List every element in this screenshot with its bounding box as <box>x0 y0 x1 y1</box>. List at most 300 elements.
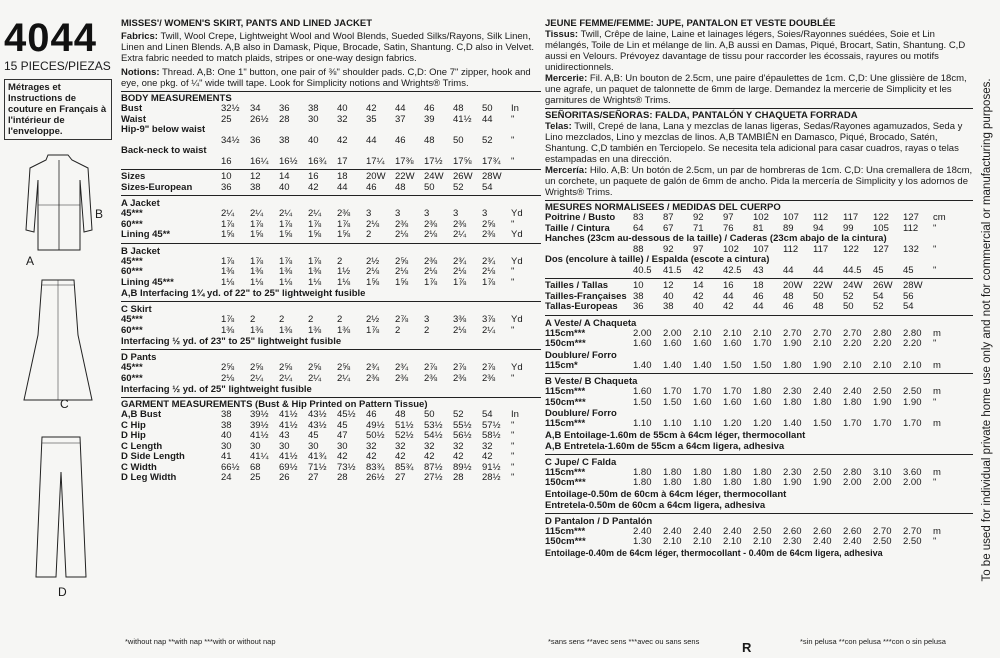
data-table <box>121 172 525 193</box>
unit-cell: " <box>511 266 515 277</box>
table-cell: 40 <box>308 134 319 146</box>
table-cell: 2.10 <box>693 327 712 339</box>
row-label: 60*** <box>121 324 143 336</box>
table-cell: 2⅜ <box>482 372 496 384</box>
table-cell: 1⅞ <box>221 314 235 325</box>
table-cell: 3 <box>482 208 488 219</box>
table-cell: 30 <box>221 440 232 452</box>
table-cell: 22W <box>395 171 415 182</box>
view-label-a: A <box>26 254 35 268</box>
row-label: Sizes-European <box>121 181 193 193</box>
table-cell: 17¼ <box>366 155 385 167</box>
table-cell: 1⅜ <box>337 324 351 336</box>
table-cell: 3.10 <box>873 466 892 478</box>
row-label: Tallas-Europeas <box>545 301 618 312</box>
row-label: Poitrine / Busto <box>545 212 616 223</box>
table-cell: 46 <box>366 181 377 193</box>
table-row <box>121 452 525 463</box>
table-row <box>121 125 525 136</box>
table-cell: 2.50 <box>903 536 922 547</box>
table-cell: 1.20 <box>723 418 742 429</box>
table-cell: 2.50 <box>873 536 892 547</box>
garment-measurements-table <box>121 410 541 484</box>
unit-cell: " <box>511 113 515 125</box>
table-cell: 2¼ <box>279 208 293 219</box>
table-cell: 48 <box>395 409 406 420</box>
unit-cell: m <box>933 418 941 429</box>
table-cell: 71 <box>693 222 704 234</box>
table-cell: 2.40 <box>813 386 832 397</box>
unit-cell: " <box>933 338 937 349</box>
table-cell: 1.40 <box>783 418 802 429</box>
body-measurements-table <box>121 104 541 167</box>
skirt-yardage <box>121 304 541 336</box>
unit-cell: " <box>511 155 515 167</box>
table-cell: 52 <box>453 181 464 193</box>
table-cell: 10 <box>633 280 644 291</box>
group-title: B Jacket <box>121 245 161 257</box>
table-cell: 1.90 <box>813 359 832 371</box>
table-cell: 1.80 <box>783 396 802 408</box>
telas-text: Telas: Twill, Crepé de lana, Lana y mezclas de lanas ligeras, Sedas/Rayones agamuzados, Seda y Lino mezclados, Lino y mezclas de linos. A,B TAMBIÉN en Damasco, Piqué, Brocado, Satén, Shantung. C,D también en Terciopelo. Se necesita tela adicional para casar cuadros, rayas o telas estampadas en una dirección. <box>545 121 963 165</box>
row-label: 115cm* <box>545 359 578 371</box>
table-cell: 2¼ <box>308 208 322 219</box>
table-cell: 17⅜ <box>395 155 414 167</box>
data-table <box>545 527 949 548</box>
table-cell: 83 <box>633 212 644 223</box>
table-cell: 2.30 <box>783 386 802 397</box>
data-table <box>545 213 949 276</box>
table-cell: 26W <box>453 171 473 182</box>
table-cell: 2 <box>337 255 343 267</box>
table-cell: 32 <box>424 440 435 452</box>
unit-cell: " <box>511 276 515 288</box>
table-cell: 97 <box>723 212 734 223</box>
table-cell: 2.20 <box>903 338 922 349</box>
table-cell: 42 <box>395 451 406 462</box>
table-cell: 52 <box>453 409 464 420</box>
table-cell: 57½ <box>482 419 501 431</box>
table-cell: 76 <box>723 222 734 234</box>
unit-cell: " <box>933 243 937 255</box>
table-cell: 1⅝ <box>221 229 235 240</box>
table-cell: 20W <box>783 280 803 291</box>
table-cell: 44 <box>366 134 377 146</box>
unit-cell: " <box>933 222 937 234</box>
table-cell: 2.10 <box>753 536 772 547</box>
table-row <box>121 230 525 241</box>
table-cell: 2.60 <box>783 525 802 537</box>
row-label: Tailles-Françaises <box>545 290 627 302</box>
row-label: D Side Length <box>121 451 185 462</box>
table-cell: 2¼ <box>250 372 264 384</box>
table-cell: 54 <box>873 290 884 302</box>
table-cell: 107 <box>753 243 769 255</box>
table-cell: 25 <box>221 113 232 125</box>
table-cell: 40.5 <box>633 264 652 276</box>
table-row <box>545 266 949 277</box>
table-cell: 48 <box>783 290 794 302</box>
row-label: Back-neck to waist <box>121 145 207 156</box>
row-label: 60*** <box>121 266 143 277</box>
group-title: Doublure/ Forro <box>545 349 617 361</box>
table-row <box>545 387 949 398</box>
table-cell: 2⅝ <box>250 362 264 373</box>
table-cell: 1.60 <box>723 396 742 408</box>
table-row <box>121 104 525 115</box>
table-cell: 94 <box>813 222 824 234</box>
table-cell: 1⅝ <box>395 276 409 288</box>
table-cell: 92 <box>693 212 704 223</box>
table-cell: 87½ <box>424 461 443 473</box>
table-cell: 26W <box>873 280 893 291</box>
table-cell: 58½ <box>482 430 501 441</box>
table-cell: 30 <box>308 113 319 125</box>
table-cell: 2¼ <box>279 372 293 384</box>
table-cell: 48 <box>453 103 464 114</box>
row-label: 45*** <box>121 255 143 267</box>
table-row <box>121 315 525 326</box>
table-cell: 10 <box>221 171 232 182</box>
table-cell: 2⅜ <box>366 372 380 384</box>
table-cell: 2 <box>424 324 430 336</box>
unit-cell: m <box>933 466 941 478</box>
table-cell: 1.70 <box>693 386 712 397</box>
group-title: D Pantalon / D Pantalón <box>545 515 653 527</box>
table-cell: 32½ <box>221 103 240 114</box>
unit-cell <box>933 302 949 313</box>
table-cell: 1⅞ <box>424 276 438 288</box>
table-cell: 1.90 <box>903 396 922 408</box>
table-cell: 2 <box>279 314 285 325</box>
row-label: 45*** <box>121 314 143 325</box>
table-cell: 1⅞ <box>279 218 293 230</box>
row-label: Lining 45** <box>121 229 171 240</box>
table-cell: 52 <box>843 290 854 302</box>
unit-cell: " <box>511 218 515 230</box>
unit-cell: Yd <box>511 229 523 240</box>
table-cell: 1.20 <box>753 418 772 429</box>
table-cell: 1.60 <box>693 396 712 408</box>
row-label: Lining 45*** <box>121 276 174 288</box>
table-cell: 2¾ <box>453 255 467 267</box>
table-row <box>545 419 949 430</box>
table-cell: 1⅜ <box>308 324 322 336</box>
group-title: C Skirt <box>121 304 152 315</box>
table-cell: 16¼ <box>250 155 269 167</box>
table-row <box>545 213 949 224</box>
table-cell: 16 <box>723 280 734 291</box>
view-label-d: D <box>58 585 67 599</box>
table-cell: 1⅜ <box>221 266 235 277</box>
table-cell: 2.70 <box>873 525 892 537</box>
table-cell: 42.5 <box>723 264 742 276</box>
row-label: 45*** <box>121 362 143 373</box>
table-row <box>121 363 525 374</box>
merceria-text: Mercería: Hilo. A,B: Un botón de 2.5cm, un par de hombreras de 1cm. C,D: Una cremallera de 18cm, un corchete, un paquete de galón de 6mm de ancho. Pida la mercería de Simplicity y los adornos de Wrights® Trims. <box>545 165 973 198</box>
row-label: 150cm*** <box>545 396 586 408</box>
table-cell: 1.60 <box>753 396 772 408</box>
table-cell: 12 <box>250 171 261 182</box>
table-cell: 2¾ <box>366 362 380 373</box>
metrage-tables <box>545 318 973 430</box>
table-cell: 1.70 <box>873 418 892 429</box>
table-cell: 2¼ <box>337 372 351 384</box>
table-row <box>545 339 949 350</box>
table-cell: 17½ <box>424 155 443 167</box>
table-cell: 24W <box>424 171 444 182</box>
table-cell: 2.60 <box>843 525 862 537</box>
data-table <box>121 410 525 484</box>
table-cell: 117 <box>843 212 859 223</box>
table-cell: 40 <box>221 430 232 441</box>
table-cell: 2.10 <box>813 338 832 349</box>
table-cell: 2¾ <box>395 362 409 373</box>
unit-cell: " <box>511 472 515 483</box>
group-title: B Veste/ B Chaqueta <box>545 376 638 387</box>
table-cell: 43 <box>279 430 290 441</box>
table-cell: 45½ <box>337 409 356 420</box>
french-title: JEUNE FEMME/FEMME: JUPE, PANTALON ET VESTE DOUBLÉE <box>545 18 836 29</box>
table-cell: 1⅞ <box>453 276 467 288</box>
table-cell: 1.50 <box>813 418 832 429</box>
table-row <box>121 146 525 157</box>
table-cell: 1.80 <box>813 396 832 408</box>
table-cell: 85¾ <box>395 461 414 473</box>
row-label: 115cm*** <box>545 525 586 537</box>
table-cell: 2 <box>366 229 372 240</box>
table-cell: 2.20 <box>873 338 892 349</box>
table-cell: 50 <box>813 290 824 302</box>
table-cell: 48 <box>424 134 435 146</box>
table-cell: 39 <box>424 113 435 125</box>
table-cell: 1.10 <box>693 418 712 429</box>
table-cell: 2⅞ <box>453 362 467 373</box>
table-cell: 2.30 <box>783 536 802 547</box>
unit-cell: m <box>933 525 941 537</box>
table-cell: 32 <box>395 440 406 452</box>
mesures-title: MESURES NORMALISEES / MEDIDAS DEL CUERPO <box>545 200 973 213</box>
table-cell: 25 <box>250 472 261 483</box>
table-cell: 40 <box>337 103 348 114</box>
table-cell: 27½ <box>424 472 443 483</box>
table-cell: 2.40 <box>663 525 682 537</box>
table-cell: 1⅞ <box>482 276 496 288</box>
table-cell: 28W <box>482 171 502 182</box>
table-cell: 1⅝ <box>279 229 293 240</box>
unit-cell: " <box>933 396 937 408</box>
group-title: Doublure/ Forro <box>545 408 617 419</box>
table-cell: 2⅜ <box>424 218 438 230</box>
jupe-entretela: Entretela-0.50m de 60cm a 64cm ligera, adhesiva <box>545 499 766 511</box>
table-cell: 28W <box>903 280 923 291</box>
table-cell: 52½ <box>395 430 414 441</box>
unit-cell: " <box>511 440 515 452</box>
table-cell: 1⅝ <box>250 229 264 240</box>
table-cell: 3⅞ <box>482 314 496 325</box>
table-cell: 1.10 <box>633 418 652 429</box>
row-label: Sizes <box>121 171 146 182</box>
table-cell: 1⅛ <box>337 276 351 288</box>
table-cell: 44 <box>723 290 734 302</box>
row-label: A,B Bust <box>121 409 162 420</box>
table-cell: 41¾ <box>308 451 327 462</box>
table-cell: 2⅛ <box>424 229 438 240</box>
row-label: C Hip <box>121 419 146 431</box>
table-cell: 28 <box>279 113 290 125</box>
table-cell: 1.50 <box>633 396 652 408</box>
table-cell: 1⅜ <box>279 324 293 336</box>
table-cell: 44 <box>813 264 824 276</box>
unit-cell: m <box>933 386 941 397</box>
table-row <box>121 172 525 183</box>
table-cell: 38 <box>250 181 261 193</box>
table-cell: 2⅛ <box>366 266 380 277</box>
table-cell: 32 <box>482 440 493 452</box>
row-label: 115cm*** <box>545 327 586 339</box>
table-cell: 2.00 <box>663 327 682 339</box>
table-cell: 48 <box>813 301 824 312</box>
data-table <box>121 104 525 167</box>
tailles-table <box>545 281 973 313</box>
ab-entoilage: A,B Entoilage-1.60m de 55cm à 64cm léger, thermocollant <box>545 429 806 441</box>
table-cell: 1⅜ <box>308 266 322 277</box>
table-cell: 1.90 <box>783 477 802 488</box>
table-cell: 2⅛ <box>453 324 467 336</box>
mesures-table <box>545 213 973 276</box>
row-label: Hip-9" below waist <box>121 124 206 135</box>
table-cell: 2⅛ <box>366 218 380 230</box>
table-cell: 1⅞ <box>366 324 380 336</box>
table-cell: 2.40 <box>633 525 652 537</box>
table-row <box>121 326 525 337</box>
table-cell: 2¾ <box>482 255 496 267</box>
table-row <box>545 302 949 313</box>
table-cell: 44.5 <box>843 264 862 276</box>
table-cell: 1.70 <box>843 418 862 429</box>
table-cell: 1.60 <box>663 338 682 349</box>
table-cell: 1.70 <box>903 418 922 429</box>
pieces-count: 15 PIECES/PIEZAS <box>4 59 111 73</box>
table-cell: 127 <box>873 243 889 255</box>
table-cell: 2 <box>395 324 401 336</box>
table-cell: 46 <box>366 409 377 420</box>
body-measurements-title: BODY MEASUREMENTS <box>121 91 541 104</box>
row-label <box>545 266 633 277</box>
table-cell: 49½ <box>366 419 385 431</box>
data-table <box>545 468 949 489</box>
unit-cell: In <box>511 103 519 114</box>
table-cell: 37 <box>395 113 406 125</box>
table-cell: 2½ <box>366 314 380 325</box>
table-cell: 2 <box>308 314 314 325</box>
table-cell: 17¾ <box>482 155 501 167</box>
table-cell: 1½ <box>337 266 351 277</box>
table-cell: 2.40 <box>723 525 742 537</box>
table-cell: 73½ <box>337 461 356 473</box>
english-column <box>121 18 541 484</box>
table-cell: 1.30 <box>633 536 652 547</box>
table-cell: 50 <box>424 409 435 420</box>
table-cell: 3 <box>453 208 459 219</box>
table-cell: 28½ <box>482 472 501 483</box>
data-table <box>545 281 949 313</box>
table-cell: 14 <box>693 280 704 291</box>
table-cell: 12 <box>663 280 674 291</box>
table-cell: 30 <box>250 440 261 452</box>
table-cell: 43½ <box>308 409 327 420</box>
table-cell: 17 <box>337 155 348 167</box>
garment-measurements-title: GARMENT MEASUREMENTS (Bust & Hip Printed on Pattern Tissue) <box>121 397 541 410</box>
group-title: A Veste/ A Chaqueta <box>545 317 637 329</box>
table-cell: 50 <box>424 181 435 193</box>
table-cell: 20W <box>366 171 386 182</box>
unit-cell: Yd <box>511 255 523 267</box>
spanish-footnote: *sin pelusa **con pelusa ***con o sin pelusa <box>800 637 946 646</box>
table-cell: 18 <box>753 280 764 291</box>
table-cell: 92 <box>663 243 674 255</box>
table-cell: 28 <box>453 472 464 483</box>
table-cell: 1⅝ <box>308 229 322 240</box>
table-cell: 2⅛ <box>395 266 409 277</box>
unit-cell: " <box>511 419 515 431</box>
row-label: Hanches (23cm au-dessous de la taille) / Caderas (23cm abajo de la cintura) <box>545 233 887 244</box>
table-cell: 50½ <box>366 430 385 441</box>
pants-interfacing: Interfacing ½ yd. of 25" lightweight fusible <box>121 384 312 395</box>
table-cell: 2.80 <box>873 327 892 339</box>
row-label: C Width <box>121 461 157 473</box>
table-cell: 45 <box>873 264 884 276</box>
table-cell: 1⅜ <box>221 324 235 336</box>
view-label-b: B <box>95 207 104 221</box>
table-cell: 2.10 <box>873 359 892 371</box>
row-label: Bust <box>121 103 143 114</box>
table-cell: 36 <box>633 301 644 312</box>
table-cell: 44 <box>337 181 348 193</box>
table-cell: 1⅞ <box>250 255 264 267</box>
table-cell: 2.80 <box>903 327 922 339</box>
table-cell: 28 <box>337 472 348 483</box>
table-cell: 1⅞ <box>337 218 351 230</box>
table-row <box>545 281 949 292</box>
table-row <box>121 157 525 168</box>
table-cell: 1.80 <box>693 477 712 488</box>
table-cell: 2.40 <box>813 536 832 547</box>
table-cell: 40 <box>693 301 704 312</box>
unit-cell: " <box>933 264 937 276</box>
table-cell: 2.10 <box>903 359 922 371</box>
table-cell: 2.20 <box>843 338 862 349</box>
table-cell: 87 <box>663 212 674 223</box>
table-cell: 30 <box>279 440 290 452</box>
table-cell: 102 <box>723 243 739 255</box>
table-cell: 2.10 <box>753 327 772 339</box>
fabrics-text: Fabrics: Twill, Wool Crepe, Lightweight Wool and Wool Blends, Sueded Silks/Rayons, Silk Linen, Linen and Linen Blends. A,B also in Damask, Pique, Brocade, Satin, Shantung. C,D also in Velvet. Extra fabric needed to match plaids, stripes or one-way design fabrics. <box>121 31 534 64</box>
pants-yardage <box>121 352 541 384</box>
table-cell: 53½ <box>424 419 443 431</box>
yardage-tables <box>121 198 541 288</box>
ab-entretela: A,B Entretela-1.60m de 55cm a 64cm ligera, adhesiva <box>545 440 785 452</box>
pants-illustration <box>28 432 98 582</box>
data-table <box>545 329 949 350</box>
notions-text: Notions: Thread. A,B: One 1" button, one pair of ⅜" shoulder pads. C,D: One 7" zipper, hook and eye, one pkg. of ¼" wide twill tape. Look for Simplicity notions and Wrights® Trims. <box>121 67 531 89</box>
table-cell: 55½ <box>453 419 472 431</box>
table-cell: 41½ <box>453 113 472 125</box>
table-cell: 1.60 <box>693 338 712 349</box>
table-cell: 2⅜ <box>482 229 496 240</box>
table-cell: 50 <box>843 301 854 312</box>
table-cell: 2⅝ <box>308 362 322 373</box>
